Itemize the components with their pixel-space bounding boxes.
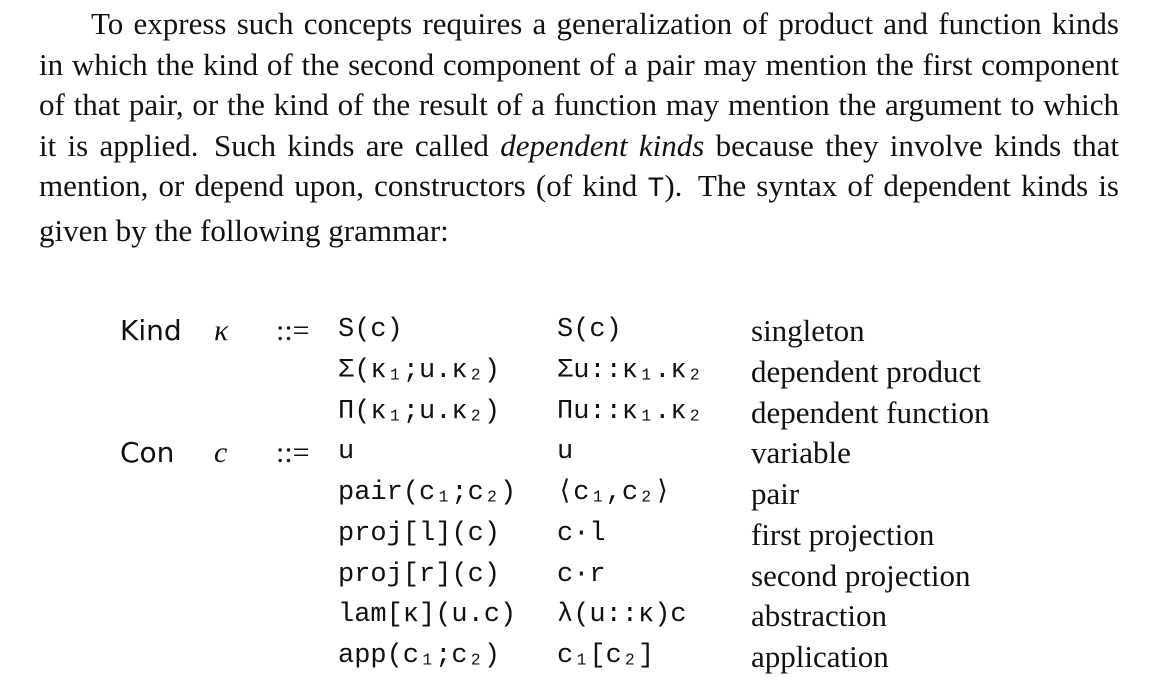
form-description: variable — [751, 435, 851, 470]
form-description: dependent function — [751, 395, 990, 430]
grammar-row — [0, 595, 1150, 636]
concrete-syntax: c·r — [557, 560, 606, 590]
defines-symbol: ::= — [276, 314, 310, 347]
abstract-syntax: Π(κ₁;u.κ₂) — [338, 397, 501, 427]
form-description: singleton — [751, 313, 865, 348]
form-description: second projection — [751, 558, 971, 593]
grammar-row — [0, 514, 1150, 555]
paragraph-text-part2: because they involve kinds that mention, or depend upon, constructors (of kind — [39, 127, 1120, 204]
concrete-syntax: c·l — [557, 519, 606, 549]
form-description: first projection — [751, 517, 935, 552]
metavariable: c — [214, 436, 228, 469]
form-description: dependent product — [751, 354, 981, 389]
concrete-syntax: Πu::κ₁.κ₂ — [557, 397, 703, 427]
grammar-row — [0, 310, 1150, 351]
concrete-syntax: S(c) — [557, 315, 622, 345]
grammar-row — [0, 351, 1150, 392]
abstract-syntax: pair(c₁;c₂) — [338, 478, 517, 508]
sort-name: Kind — [120, 314, 182, 347]
metavariable: κ — [214, 314, 229, 347]
abstract-syntax: u — [338, 437, 355, 467]
paragraph-text-part3: ). The syntax of dependent kinds is given by the following grammar: — [39, 168, 1119, 248]
grammar-row — [0, 392, 1150, 433]
grammar-row — [0, 473, 1150, 514]
form-description: pair — [751, 476, 800, 511]
abstract-syntax: proj[l](c) — [338, 519, 501, 549]
abstract-syntax: Σ(κ₁;u.κ₂) — [338, 356, 501, 386]
grammar-row — [0, 555, 1150, 596]
form-description: abstraction — [751, 598, 888, 633]
emphasized-term: dependent kinds — [500, 127, 705, 163]
form-description: application — [751, 639, 889, 674]
defines-symbol: ::= — [276, 436, 310, 469]
inline-code: T — [647, 174, 665, 206]
paragraph-text-part1: To express such concepts requires a generalization of product and function kinds in which the kind of the second component of a pair may mention the first component of that pair, or the kind of the result of a function may mention the argument to which it is applied. Such kinds are called — [39, 6, 1119, 163]
concrete-syntax: c₁[c₂] — [557, 641, 655, 671]
grammar-row — [0, 636, 1150, 677]
abstract-syntax: S(c) — [338, 315, 403, 345]
concrete-syntax: Σu::κ₁.κ₂ — [557, 356, 703, 386]
grammar-row — [0, 432, 1150, 473]
abstract-syntax: app(c₁;c₂) — [338, 641, 501, 671]
sort-name: Con — [120, 436, 175, 469]
concrete-syntax: λ(u::κ)c — [557, 600, 687, 630]
concrete-syntax: ⟨c₁,c₂⟩ — [557, 478, 671, 508]
concrete-syntax: u — [557, 437, 574, 467]
abstract-syntax: lam[κ](u.c) — [338, 600, 517, 630]
abstract-syntax: proj[r](c) — [338, 560, 501, 590]
